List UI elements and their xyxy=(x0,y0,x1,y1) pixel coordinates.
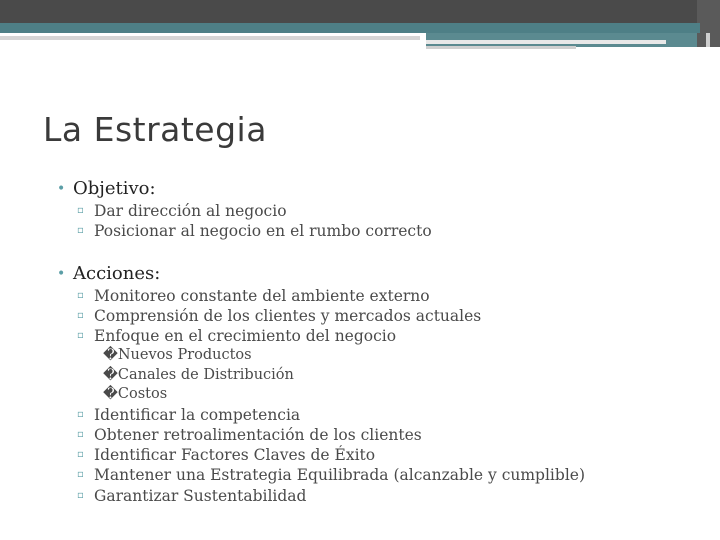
header-line-light xyxy=(706,33,710,47)
sub-list-item: �Canales de Distribución xyxy=(103,367,294,383)
header-line-light xyxy=(426,40,666,44)
square-bullet-icon: ▫ xyxy=(77,225,84,236)
square-bullet-icon: ▫ xyxy=(77,310,84,321)
header-line-light xyxy=(426,46,576,49)
square-bullet-icon: ▫ xyxy=(77,290,84,301)
bullet-label: Acciones: xyxy=(73,263,161,284)
bullet-label: Objetivo: xyxy=(73,178,156,199)
square-bullet-icon: ▫ xyxy=(77,469,84,480)
sub-list-item: �Nuevos Productos xyxy=(103,347,252,363)
square-bullet-icon: ▫ xyxy=(77,330,84,341)
square-bullet-icon: ▫ xyxy=(77,409,84,420)
header-bar-dark xyxy=(0,0,720,23)
square-bullet-icon: ▫ xyxy=(77,449,84,460)
bullet-dot-icon: • xyxy=(57,181,66,197)
bullet-dot-icon: • xyxy=(57,266,66,282)
header-line-light xyxy=(0,36,420,40)
square-bullet-icon: ▫ xyxy=(77,490,84,501)
slide-title: La Estrategia xyxy=(43,110,267,149)
header-bar-teal xyxy=(0,23,700,33)
sub-list-item: �Costos xyxy=(103,386,168,402)
square-bullet-icon: ▫ xyxy=(77,205,84,216)
square-bullet-icon: ▫ xyxy=(77,429,84,440)
